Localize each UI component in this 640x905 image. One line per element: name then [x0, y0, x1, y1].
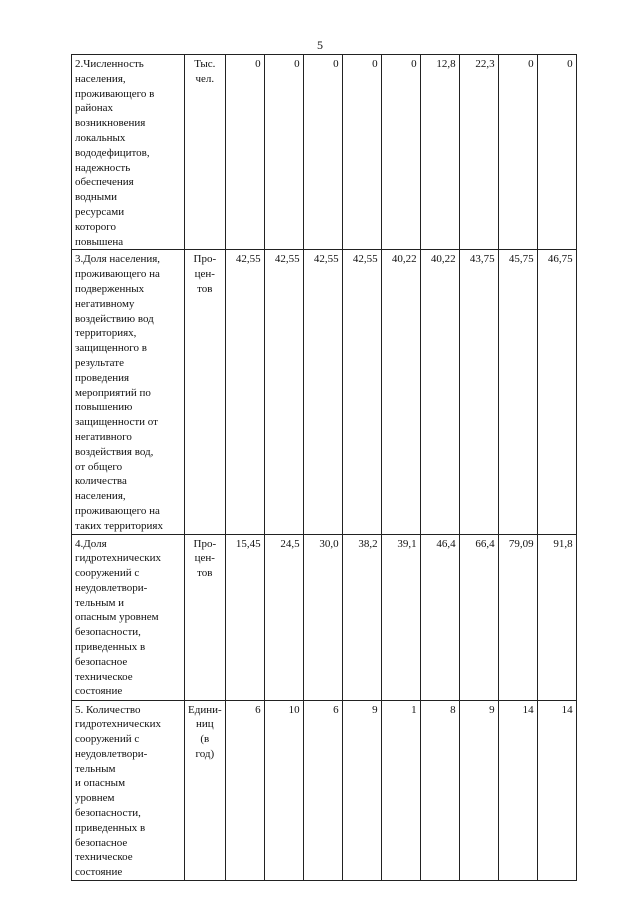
page-number: 5: [317, 38, 323, 52]
value-cell: 46,4: [420, 534, 459, 700]
value-cell: 14: [498, 700, 537, 881]
value-cell: 9: [342, 700, 381, 881]
value-cell: 46,75: [537, 250, 576, 534]
value-cell: 42,55: [225, 250, 264, 534]
value-cell: 12,8: [420, 55, 459, 250]
value-cell: 43,75: [459, 250, 498, 534]
value-cell: 39,1: [381, 534, 420, 700]
value-cell: 40,22: [381, 250, 420, 534]
value-cell: 15,45: [225, 534, 264, 700]
value-cell: 79,09: [498, 534, 537, 700]
table-row: [72, 55, 577, 250]
value-cell: 0: [225, 55, 264, 250]
unit-text: Про- цен- тов: [193, 253, 217, 295]
unit-text: Тыс. чел.: [194, 58, 216, 85]
value-cell: 38,2: [342, 534, 381, 700]
value-cell: 91,8: [537, 534, 576, 700]
unit-cell: [185, 55, 226, 250]
indicators-table: [71, 54, 577, 881]
table-row: [72, 534, 577, 700]
unit-cell: [185, 534, 226, 700]
value-cell: 0: [537, 55, 576, 250]
value-cell: 24,5: [264, 534, 303, 700]
value-cell: 14: [537, 700, 576, 881]
indicator-cell: [72, 534, 185, 700]
indicator-text: 3.Доля населения, проживающего на подверженных негативному воздействию вод территориях, защищенного в результате проведения мероприятий по повышению защищенности от негативного воздействия вод, от общего количества населения, проживающего на таких территориях: [75, 253, 163, 532]
value-cell: 22,3: [459, 55, 498, 250]
value-cell: 10: [264, 700, 303, 881]
value-cell: 0: [303, 55, 342, 250]
unit-cell: [185, 700, 226, 881]
value-cell: 42,55: [342, 250, 381, 534]
table-row: [72, 250, 577, 534]
value-cell: 0: [498, 55, 537, 250]
value-cell: 30,0: [303, 534, 342, 700]
value-cell: 1: [381, 700, 420, 881]
unit-text: Про- цен- тов: [193, 537, 217, 580]
value-cell: 0: [381, 55, 420, 250]
indicator-text: 4.Доля гидротехнических сооружений с неудовлетвори- тельным и опасным уровнем безопасности, приведенных в безопасное техническое состояние: [75, 537, 161, 698]
value-cell: 66,4: [459, 534, 498, 700]
value-cell: 9: [459, 700, 498, 881]
value-cell: 8: [420, 700, 459, 881]
value-cell: 42,55: [303, 250, 342, 534]
unit-cell: [185, 250, 226, 534]
value-cell: 6: [225, 700, 264, 881]
value-cell: 0: [342, 55, 381, 250]
unit-text: Едини- ниц (в год): [188, 703, 222, 760]
indicator-cell: [72, 700, 185, 881]
table-row: [72, 700, 577, 881]
indicator-cell: [72, 55, 185, 250]
indicator-text: 2.Численность населения, проживающего в районах возникновения локальных вододефицитов, надежность обеспечения водными ресурсами которого повышена: [75, 58, 155, 248]
indicator-cell: [72, 250, 185, 534]
value-cell: 45,75: [498, 250, 537, 534]
value-cell: 42,55: [264, 250, 303, 534]
value-cell: 0: [264, 55, 303, 250]
value-cell: 6: [303, 700, 342, 881]
indicator-text: 5. Количество гидротехнических сооружений с неудовлетвори- тельным и опасным уровнем безопасности, приведенных в безопасное техническое состояние: [75, 703, 161, 879]
value-cell: 40,22: [420, 250, 459, 534]
